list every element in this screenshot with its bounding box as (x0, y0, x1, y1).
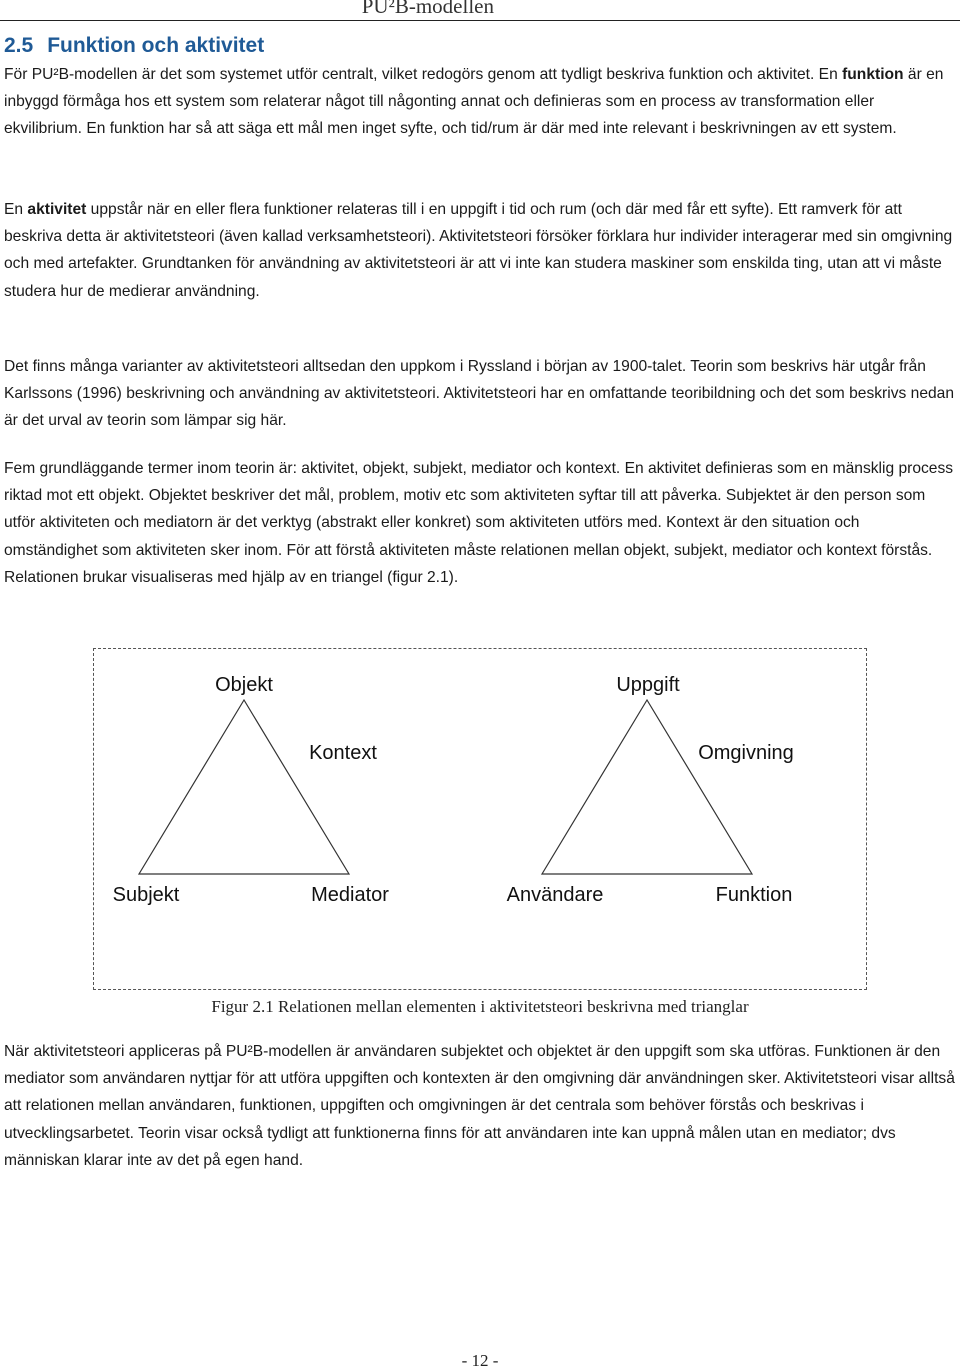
paragraph-application: När aktivitetsteori appliceras på PU²B-modellen är användaren subjektet och objektet är den uppgift som ska utföras. Funktionen är den mediator som användaren nyttjar för att utföra uppgiften och kontexten är den omgivning där användningen sker. Aktivitetsteori visar alltså att relationen mellan användaren, funktionen, uppgiften och omgivningen är det centrala som behöver förstås och beskrivas i utvecklingsarbetet. Teorin visar också tydligt att funktionerna finns för att användaren inte kan uppnå målen utan en mediator; dvs människan klarar inte av det på egen hand. (4, 1043, 955, 1169)
section-number: 2.5 (4, 34, 34, 57)
paragraph-text: En (4, 201, 28, 218)
paragraph-terms: Fem grundläggande termer inom teorin är: aktivitet, objekt, subjekt, mediator och kontext. En aktivitet definieras som en mänsklig process riktad mot ett objekt. Objektet beskriver det mål, problem, motiv etc som aktiviteten syftar till att påverka. Subjektet är den person som utför aktiviteten och mediatorn är det verktyg (abstrakt eller konkret) som aktiviteten utförs med. Kontext är den situation och omständighet som aktiviteten sker inom. För att förstå aktiviteten måste relationen mellan objekt, subjekt, mediator och kontext förstås. Relationen brukar visualiseras med hjälp av en triangel (figur 2.1). (4, 460, 954, 586)
paragraph-text: För PU²B-modellen är det som systemet utför centralt, vilket redogörs genom att tydligt beskriva funktion och aktivitet. En (4, 66, 843, 83)
label-uppgift: Uppgift (616, 674, 680, 696)
label-objekt: Objekt (215, 674, 273, 696)
label-subjekt: Subjekt (112, 884, 180, 906)
figure-triangles (93, 648, 867, 990)
header-rule (0, 20, 960, 21)
section-title: Funktion och aktivitet (47, 34, 265, 57)
left-triangle (139, 700, 349, 874)
section-heading (4, 34, 264, 58)
paragraph-text: uppstår när en eller flera funktioner relateras till i en uppgift i tid och rum (och där med får ett syfte). Ett ramverk för att beskriva detta är aktivitetsteori (även kallad verksamhetsteori). Aktivitetsteori försöker förklara hur individer interagerar med sin omgivning och med artefakter. Grundtanken för användning av aktivitetsteori är att vi inte kan studera maskiner som enskilda ting, utan att vi måste studera hur de medierar användning. (4, 201, 953, 300)
paragraph-variants: Det finns många varianter av aktivitetsteori alltsedan den uppkom i Ryssland i början av 1900-talet. Teorin som beskrivs här utgår från Karlssons (1996) beskrivning och användning av aktivitetsteori. Aktivitetsteori har en omfattande teoribildning och det som beskrivs nedan är det urval av teorin som lämpar sig här. (4, 358, 955, 430)
label-funktion: Funktion (715, 884, 793, 906)
running-header: PU²B-modellen (361, 0, 494, 18)
term-funktion: funktion (842, 66, 904, 83)
page-number: - 12 - (461, 1351, 499, 1370)
paragraph-text: är en inbyggd förmåga hos ett system som relaterar något till någonting annat och definieras som en process av transformation eller ekvilibrium. En funktion har så att säga ett mål men inget syfte, och tid/rum är där med inte relevant i beskrivningen av ett system. (4, 66, 944, 138)
label-kontext: Kontext (309, 742, 377, 764)
paragraph-activity (4, 196, 956, 305)
right-triangle (542, 700, 752, 874)
paragraph-function (4, 61, 956, 143)
term-aktivitet: aktivitet (27, 201, 87, 218)
figure-caption: Figur 2.1 Relationen mellan elementen i aktivitetsteori beskrivna med trianglar (211, 997, 749, 1016)
label-mediator: Mediator (311, 884, 389, 906)
label-omgivning: Omgivning (698, 742, 794, 764)
label-anvandare: Användare (506, 884, 604, 906)
